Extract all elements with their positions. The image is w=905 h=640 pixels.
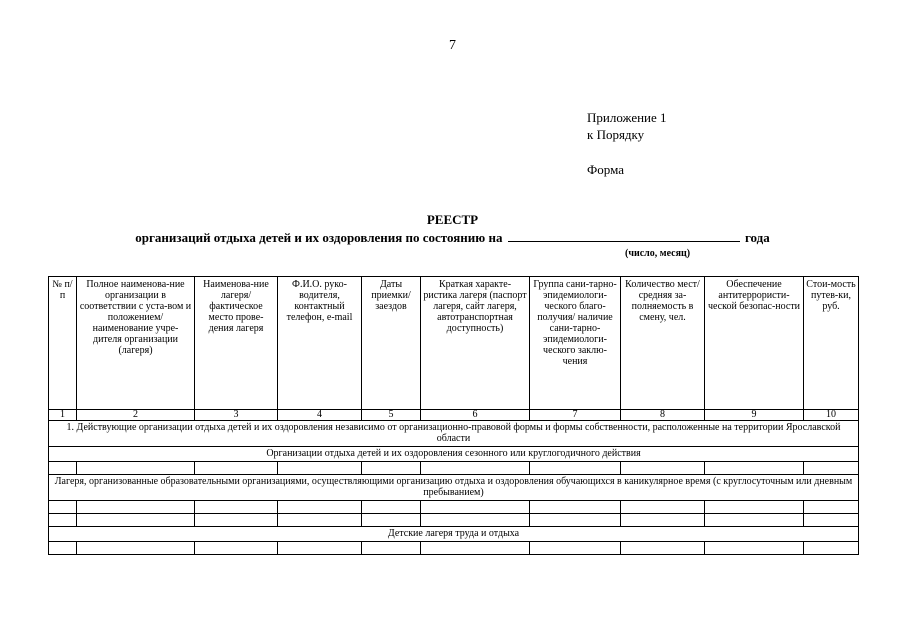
date-hint: (число, месяц) [625, 248, 691, 259]
column-number: 3 [195, 410, 278, 421]
empty-cell [621, 514, 705, 527]
appendix-line-1: Приложение 1 [587, 110, 667, 125]
empty-cell [77, 542, 195, 555]
appendix-line-2: к Порядку [587, 127, 645, 142]
column-number: 1 [49, 410, 77, 421]
header-cell: Стои-мость путев-ки, руб. [804, 277, 859, 410]
empty-cell [421, 542, 530, 555]
column-number: 7 [530, 410, 621, 421]
empty-cell [705, 514, 804, 527]
header-cell: Даты приемки/ заездов [362, 277, 421, 410]
empty-cell [705, 462, 804, 475]
header-cell: Полное наименова-ние организации в соответствии с уста-вом и положением/ наименование учре-дителя организации (лагеря) [77, 277, 195, 410]
date-blank-line [508, 230, 740, 242]
column-number-row [49, 410, 859, 421]
appendix-block [587, 109, 667, 178]
empty-cell [621, 501, 705, 514]
empty-cell [804, 501, 859, 514]
column-number: 9 [705, 410, 804, 421]
subtitle-suffix: года [744, 230, 770, 245]
empty-cell [195, 462, 278, 475]
empty-cell [804, 514, 859, 527]
empty-row [49, 462, 859, 475]
column-number: 4 [278, 410, 362, 421]
empty-row [49, 514, 859, 527]
header-cell: № п/п [49, 277, 77, 410]
document-title: РЕЕСТР [426, 212, 479, 227]
empty-cell [705, 542, 804, 555]
empty-row [49, 501, 859, 514]
subsection-heading: Лагеря, организованные образовательными организациями, осуществляющими организацию отдыха и оздоровления обучающихся в каникулярное время (с круглосуточным или дневным пребыванием) [49, 475, 859, 501]
empty-cell [362, 462, 421, 475]
empty-cell [362, 501, 421, 514]
empty-cell [804, 542, 859, 555]
column-number: 10 [804, 410, 859, 421]
column-number: 2 [77, 410, 195, 421]
subsection-row [49, 527, 859, 542]
empty-cell [49, 542, 77, 555]
page-number: 7 [449, 38, 456, 53]
document-subtitle [0, 230, 905, 246]
empty-cell [362, 514, 421, 527]
column-number: 6 [421, 410, 530, 421]
empty-cell [278, 501, 362, 514]
empty-cell [49, 462, 77, 475]
empty-cell [49, 514, 77, 527]
empty-cell [530, 542, 621, 555]
section-row [49, 421, 859, 447]
header-cell: Наименова-ние лагеря/ фактическое место прове-дения лагеря [195, 277, 278, 410]
empty-cell [278, 542, 362, 555]
header-row [49, 277, 859, 410]
empty-cell [621, 542, 705, 555]
header-cell: Количество мест/ средняя за-полняемость в смену, чел. [621, 277, 705, 410]
empty-cell [421, 514, 530, 527]
empty-cell [421, 462, 530, 475]
empty-cell [621, 462, 705, 475]
empty-cell [278, 462, 362, 475]
header-cell: Группа сани-тарно-эпидемиологи-ческого благо-получия/ наличие сани-тарно-эпидемиологи-ческого заклю-чения [530, 277, 621, 410]
header-cell: Ф.И.О. руко-водителя, контактный телефон, e-mail [278, 277, 362, 410]
column-number: 5 [362, 410, 421, 421]
empty-cell [278, 514, 362, 527]
form-label: Форма [587, 162, 624, 177]
empty-cell [195, 514, 278, 527]
empty-cell [77, 462, 195, 475]
registry-table [48, 276, 859, 555]
empty-cell [804, 462, 859, 475]
empty-cell [77, 514, 195, 527]
empty-cell [195, 501, 278, 514]
empty-cell [421, 501, 530, 514]
subsection-row [49, 447, 859, 462]
header-cell: Обеспечение антитеррористи-ческой безопас-ности [705, 277, 804, 410]
subtitle-text: организаций отдыха детей и их оздоровления по состоянию на [135, 230, 503, 245]
subsection-heading: Организации отдыха детей и их оздоровления сезонного или круглогодичного действия [49, 447, 859, 462]
empty-row [49, 542, 859, 555]
column-number: 8 [621, 410, 705, 421]
empty-cell [530, 462, 621, 475]
empty-cell [49, 501, 77, 514]
subsection-heading: Детские лагеря труда и отдыха [49, 527, 859, 542]
empty-cell [362, 542, 421, 555]
empty-cell [77, 501, 195, 514]
empty-cell [195, 542, 278, 555]
empty-cell [530, 514, 621, 527]
subsection-row [49, 475, 859, 501]
header-cell: Краткая характе-ристика лагеря (паспорт лагеря, сайт лагеря, автотранспортная доступность) [421, 277, 530, 410]
empty-cell [705, 501, 804, 514]
section-heading: 1. Действующие организации отдыха детей и их оздоровления независимо от организационно-правовой формы и формы собственности, расположенные на территории Ярославской области [49, 421, 859, 447]
empty-cell [530, 501, 621, 514]
